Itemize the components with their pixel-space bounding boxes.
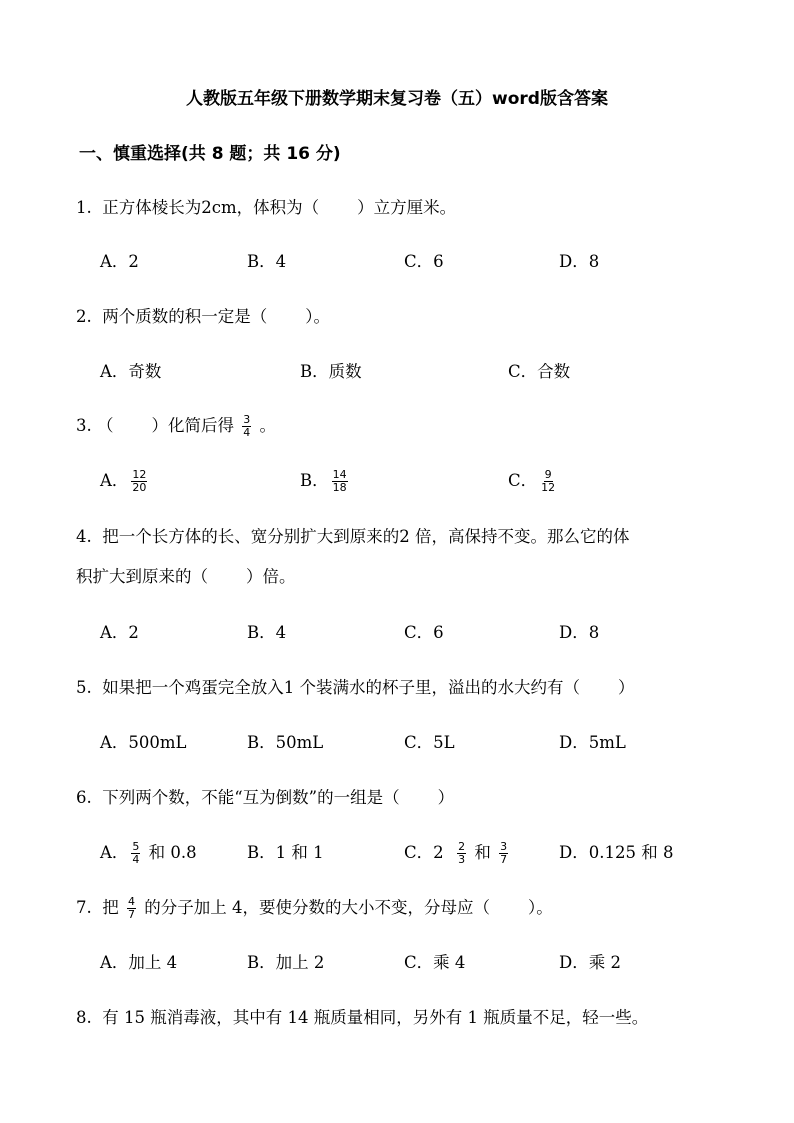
question-text-tail: ）。 — [305, 307, 330, 326]
question-number: 6. — [76, 788, 92, 807]
option-c[interactable]: C．6 — [404, 623, 444, 642]
option-c[interactable]: C．5L — [404, 733, 455, 752]
question-6 — [76, 785, 454, 811]
question-text: 下列两个数，不能“互为倒数”的一组是（ — [102, 788, 400, 807]
fraction: $\frac{4}{7}$ — [128, 895, 135, 921]
question-text-mid: 的分子加上 4，要使分数的大小不变，分母应（ — [144, 898, 490, 917]
question-text-tail: ） — [437, 788, 455, 807]
section-heading: 一、慎重选择(共 8 题；共 16 分) — [79, 144, 341, 164]
fraction: $\frac{3}{4}$ — [243, 413, 251, 439]
question-end: 。 — [259, 416, 276, 435]
question-number: 4. — [76, 527, 92, 546]
question-number: 3. — [76, 416, 92, 435]
question-text: 积扩大到原来的（ — [76, 567, 208, 586]
option-c[interactable]: C．乘 4 — [404, 953, 466, 972]
fraction: $\frac{12}{20}$ — [132, 468, 147, 494]
fraction: $\frac{9}{12}$ — [541, 468, 556, 494]
option-d[interactable]: D．8 — [559, 623, 600, 642]
option-b[interactable]: B．4 — [247, 252, 287, 271]
fraction: $\frac{5}{4}$ — [132, 840, 140, 866]
question-text-tail: ）化简后得 — [151, 416, 234, 435]
question-text: 有 15 瓶消毒液，其中有 14 瓶质量相同，另外有 1 瓶质量不足，轻一些。 — [102, 1008, 649, 1027]
fraction: $\frac{14}{18}$ — [332, 468, 347, 494]
option-d[interactable]: D．5mL — [559, 733, 626, 752]
question-text-tail: ） — [618, 678, 635, 697]
fraction: $\frac{3}{7}$ — [500, 840, 508, 866]
option-d[interactable]: D．0.125 和 8 — [559, 843, 674, 862]
question-text: 两个质数的积一定是（ — [102, 307, 268, 326]
question-4-line-2 — [76, 564, 296, 590]
option-a[interactable]: A．2 — [100, 623, 139, 642]
option-a[interactable]: A．加上 4 — [100, 953, 178, 972]
question-text: 正方体棱长为2cm，体积为（ — [102, 198, 320, 217]
option-c[interactable]: C．合数 — [508, 362, 571, 381]
question-7 — [76, 895, 553, 921]
question-2 — [76, 304, 330, 330]
question-text-tail: ）立方厘米。 — [357, 198, 457, 217]
option-a[interactable]: A．奇数 — [100, 362, 162, 381]
option-b[interactable]: B．4 — [247, 623, 287, 642]
option-b[interactable]: B． $\frac{14}{18}$ — [300, 468, 347, 494]
option-a[interactable]: A． $\frac{5}{4}$ 和 0.8 — [100, 840, 197, 866]
question-text: （ — [97, 416, 114, 435]
option-c[interactable]: C．2 $\frac{2}{3}$ 和 $\frac{3}{7}$ — [404, 840, 508, 866]
option-d[interactable]: D．乘 2 — [559, 953, 621, 972]
question-text: 把一个长方体的长、宽分别扩大到原来的2 倍，高保持不变。那么它的体 — [102, 527, 630, 546]
document-title: 人教版五年级下册数学期末复习卷（五）word版含答案 — [186, 89, 608, 109]
question-number: 5. — [76, 678, 92, 697]
question-4 — [76, 524, 630, 550]
question-number: 7. — [76, 898, 92, 917]
fraction: $\frac{2}{3}$ — [458, 840, 466, 866]
question-text: 如果把一个鸡蛋完全放入1 个装满水的杯子里，溢出的水大约有（ — [102, 678, 580, 697]
question-5 — [76, 675, 635, 701]
option-b[interactable]: B．加上 2 — [247, 953, 325, 972]
option-d[interactable]: D．8 — [559, 252, 600, 271]
option-b[interactable]: B．50mL — [247, 733, 324, 752]
question-3 — [76, 413, 276, 439]
option-a[interactable]: A．2 — [100, 252, 139, 271]
option-b[interactable]: B．质数 — [300, 362, 362, 381]
question-number: 1. — [76, 198, 92, 217]
option-b[interactable]: B．1 和 1 — [247, 843, 324, 862]
option-c[interactable]: C． $\frac{9}{12}$ — [508, 468, 556, 494]
question-text-tail: ）。 — [528, 898, 553, 917]
option-a[interactable]: A． $\frac{12}{20}$ — [100, 468, 147, 494]
option-c[interactable]: C．6 — [404, 252, 444, 271]
question-8 — [76, 1005, 648, 1031]
question-number: 2. — [76, 307, 92, 326]
question-number: 8. — [76, 1008, 92, 1027]
question-text-tail: ）倍。 — [246, 567, 296, 586]
question-text: 把 — [102, 898, 119, 917]
option-a[interactable]: A．500mL — [100, 733, 187, 752]
question-1 — [76, 195, 456, 221]
